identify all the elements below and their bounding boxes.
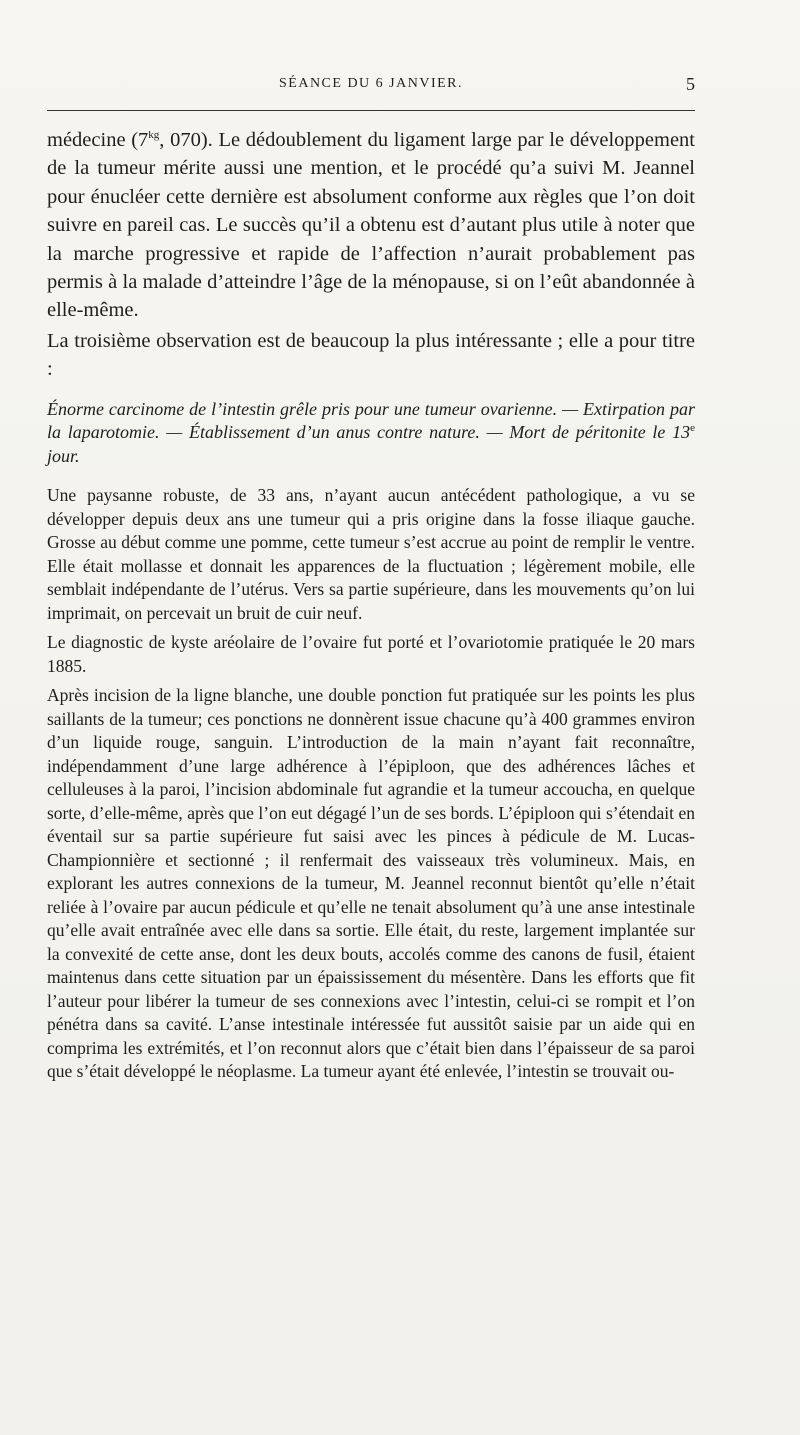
paragraph-4: Le diagnostic de kyste aréolaire de l’ovaire fut porté et l’ovariotomie pratiquée le 20 mars 1885. (47, 632, 695, 676)
page-number: 5 (686, 74, 695, 94)
obs-title-part1: Énorme carcinome de l’intestin grêle pris pour une tumeur ovarienne. — Extirpation par la laparotomie. — Établissement d’un anus contre nature. — Mort de péritonite le 13 (47, 398, 695, 443)
para1-post: , 070). Le dédoublement du ligament large par le développement de la tumeur mérite aussi une mention, et le procédé qu’a suivi M. Jeannel pour énucléer cette dernière est absolument conforme aux règles que l’on doit suivre en pareil cas. Le succès qu’il a obtenu est d’autant plus utile à noter que la marche progressive et rapide de l’affection n’aurait probablement pas permis à la malade d’atteindre l’âge de la ménopause, si on l’eût abandonnée à elle-même. (47, 129, 695, 322)
running-header (47, 74, 695, 100)
obs-title-part2: jour. (47, 445, 80, 466)
body-text (47, 126, 695, 1084)
paragraph-2: La troisième observation est de beaucoup la plus intéressante ; elle a pour titre : (47, 329, 695, 381)
running-title: SÉANCE DU 6 JANVIER. (279, 76, 463, 91)
obs-title-sup: e (690, 422, 695, 435)
para1-pre: médecine (7 (47, 129, 149, 151)
paragraph-3: Une paysanne robuste, de 33 ans, n’ayant aucun antécédent pathologique, a vu se développer depuis deux ans une tumeur qui a pris origine dans la fosse iliaque gauche. Grosse au début comme une pomme, cette tumeur s’est accrue au point de remplir le ventre. Elle était mollasse et donnait les apparences de la fluctuation ; légèrement mobile, elle semblait indépendante de l’utérus. Vers sa partie supérieure, dans les mouvements qu’on lui imprimait, on percevait un bruit de cuir neuf. (47, 485, 695, 623)
paragraph-5: Après incision de la ligne blanche, une double ponction fut pratiquée sur les points les plus saillants de la tumeur; ces ponctions ne donnèrent issue chacune qu’à 400 grammes environ d’un liquide rouge, sanguin. L’introduction de la main n’ayant fait reconnaître, indépendamment d’une large adhérence à l’épiploon, que des adhérences lâches et celluleuses à la paroi, l’incision abdominale fut agrandie et la tumeur accoucha, en quelque sorte, d’elle-même, après que l’on eut dégagé l’un de ses bords. L’épiploon qui s’étendait en éventail sur sa partie supérieure fut saisi avec les pinces à pédicule de M. Lucas-Championnière et sectionné ; il renfermait des vaisseaux très volumineux. Mais, en explorant les autres connexions de la tumeur, M. Jeannel reconnut bientôt qu’elle n’était reliée à l’ovaire par aucun pédicule et qu’elle ne tenait absolument qu’à une anse intestinale qu’elle avait entraînée avec elle dans sa sortie. Elle était, du reste, largement implantée sur la convexité de cette anse, dont les deux bouts, accolés comme des canons de fusil, étaient maintenus dans cette situation par un épaississement du mésentère. Dans les efforts que fit l’auteur pour libérer la tumeur de ses connexions avec l’intestin, celui-ci se rompit et l’on pénétra dans sa cavité. L’anse intestinale intéressée fut aussitôt saisie par un aide qui en comprima les extrémités, et l’on reconnut alors que c’était bien dans l’épaisseur de sa paroi que s’était développé le néoplasme. La tumeur ayant été enlevée, l’intestin se trouvait ou- (47, 685, 695, 1082)
observation-title (47, 398, 695, 469)
paragraph-1 (47, 126, 695, 325)
para1-sup: kg (148, 129, 160, 142)
header-rule (47, 110, 695, 111)
